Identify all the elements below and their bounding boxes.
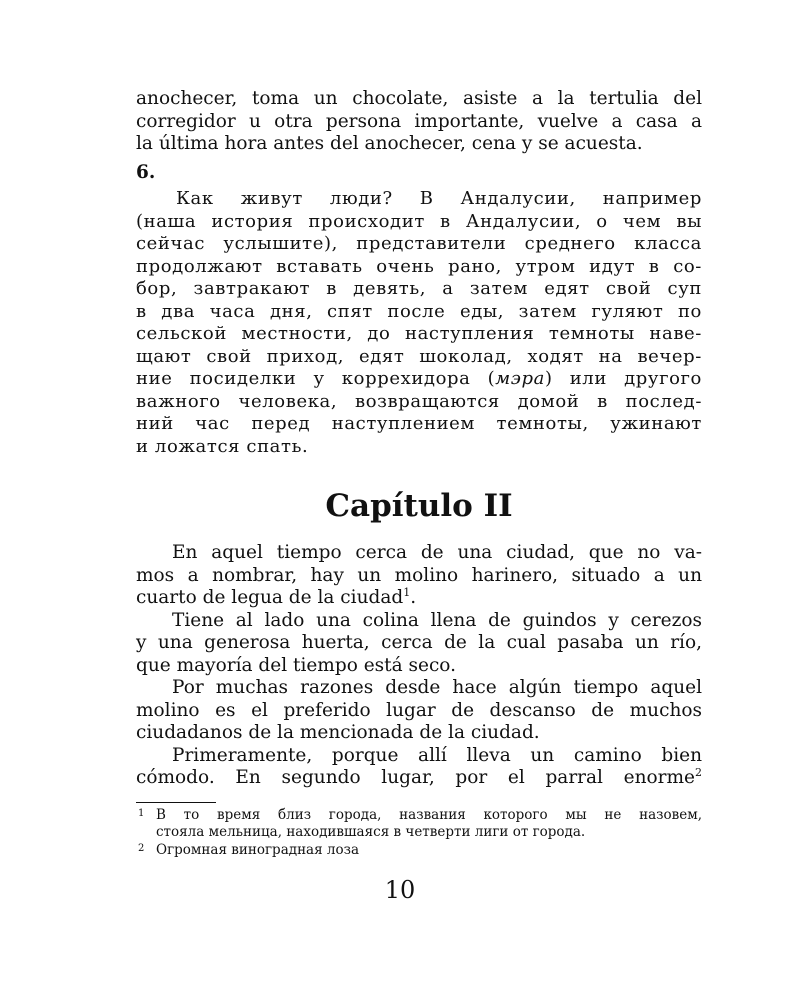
text-line: сейчас услышите), представители среднего класса <box>136 233 702 254</box>
chapter-paragraph-4 <box>136 745 702 790</box>
chapter-title: Capítulo II <box>325 488 513 524</box>
text-line: продолжают вставать очень рано, утром идут в со- <box>136 255 702 277</box>
text-line: molino es el preferido lugar de descanso de muchos <box>136 699 702 721</box>
text-line <box>136 767 702 790</box>
text-segment: cuarto de legua de la ciudad <box>136 587 404 608</box>
text-segment: cómodo. En segundo lugar, por el parral enorme <box>136 767 695 788</box>
footnote-line: стояла мельница, находившаяся в четверти лиги от города. <box>156 824 586 840</box>
chapter-paragraph-1 <box>136 542 702 610</box>
text-line: Por muchas razones desde hace algún tiempo aquel <box>172 677 702 698</box>
chapter-paragraph-2 <box>136 610 702 678</box>
text-segment: . <box>410 587 417 608</box>
footnote-1 <box>136 807 702 842</box>
text-line: que mayoría del tiempo está seco. <box>136 654 456 676</box>
footnote-ref[interactable]: 1 <box>403 585 411 599</box>
text-segment: ние посиделки у коррехидора ( <box>136 368 496 389</box>
text-line: mos a nombrar, hay un molino harinero, situado a un <box>136 564 702 586</box>
page-body <box>136 88 702 859</box>
footnote-2 <box>136 842 702 860</box>
footnote-ref[interactable]: 2 <box>695 765 702 779</box>
chapter-paragraph-3 <box>136 677 702 745</box>
text-line: в два часа дня, спят после еды, затем гуляют по <box>136 300 702 322</box>
text-line: anochecer, toma un chocolate, asiste a la tertulia del <box>136 88 702 109</box>
footnote-line: Огромная виноградная лоза <box>156 841 360 858</box>
italic-word: мэра <box>495 368 545 389</box>
text-line: Как живут люди? В Андалусии, например <box>176 188 702 209</box>
text-line: бор, завтракают в девять, а затем едят свой суп <box>136 278 702 299</box>
page-number: 10 <box>384 876 416 904</box>
footnote-divider <box>136 802 216 803</box>
text-line <box>136 587 702 610</box>
text-line: En aquel tiempo cerca de una ciudad, que no va- <box>172 542 702 563</box>
text-segment: ) или другого <box>544 368 702 389</box>
top-paragraph <box>136 88 702 156</box>
footnote-mark: 1 <box>138 807 145 819</box>
text-line: ний час перед наступлением темноты, ужинают <box>136 413 702 434</box>
footnote-line: В то время близ города, названия которого мы не назовем, <box>156 806 702 823</box>
text-line <box>136 368 702 391</box>
text-line: и ложатся спать. <box>136 435 309 457</box>
section-number: 6. <box>136 161 156 183</box>
text-line: сельской местности, до наступления темноты наве- <box>136 323 702 344</box>
text-line: Primeramente, porque allí lleva un camino bien <box>172 744 702 766</box>
text-line: la última hora antes del anochecer, cena y se acuesta. <box>136 133 643 154</box>
russian-paragraph <box>136 188 702 458</box>
text-line: щают свой приход, едят шоколад, ходят на вечер- <box>136 345 702 367</box>
text-line: (наша история происходит в Андалусии, о чем вы <box>136 210 702 232</box>
text-line: y una generosa huerta, cerca de la cual pasaba un río, <box>136 632 702 653</box>
text-line: corregidor u otra persona importante, vuelve a casa a <box>136 110 702 132</box>
footnote-mark: 2 <box>138 842 145 854</box>
text-line: Tiene al lado una colina llena de guindos y cerezos <box>172 609 702 631</box>
text-line: важного человека, возвращаются домой в послед- <box>136 390 702 412</box>
text-line: ciudadanos de la mencionada de la ciudad. <box>136 722 540 743</box>
